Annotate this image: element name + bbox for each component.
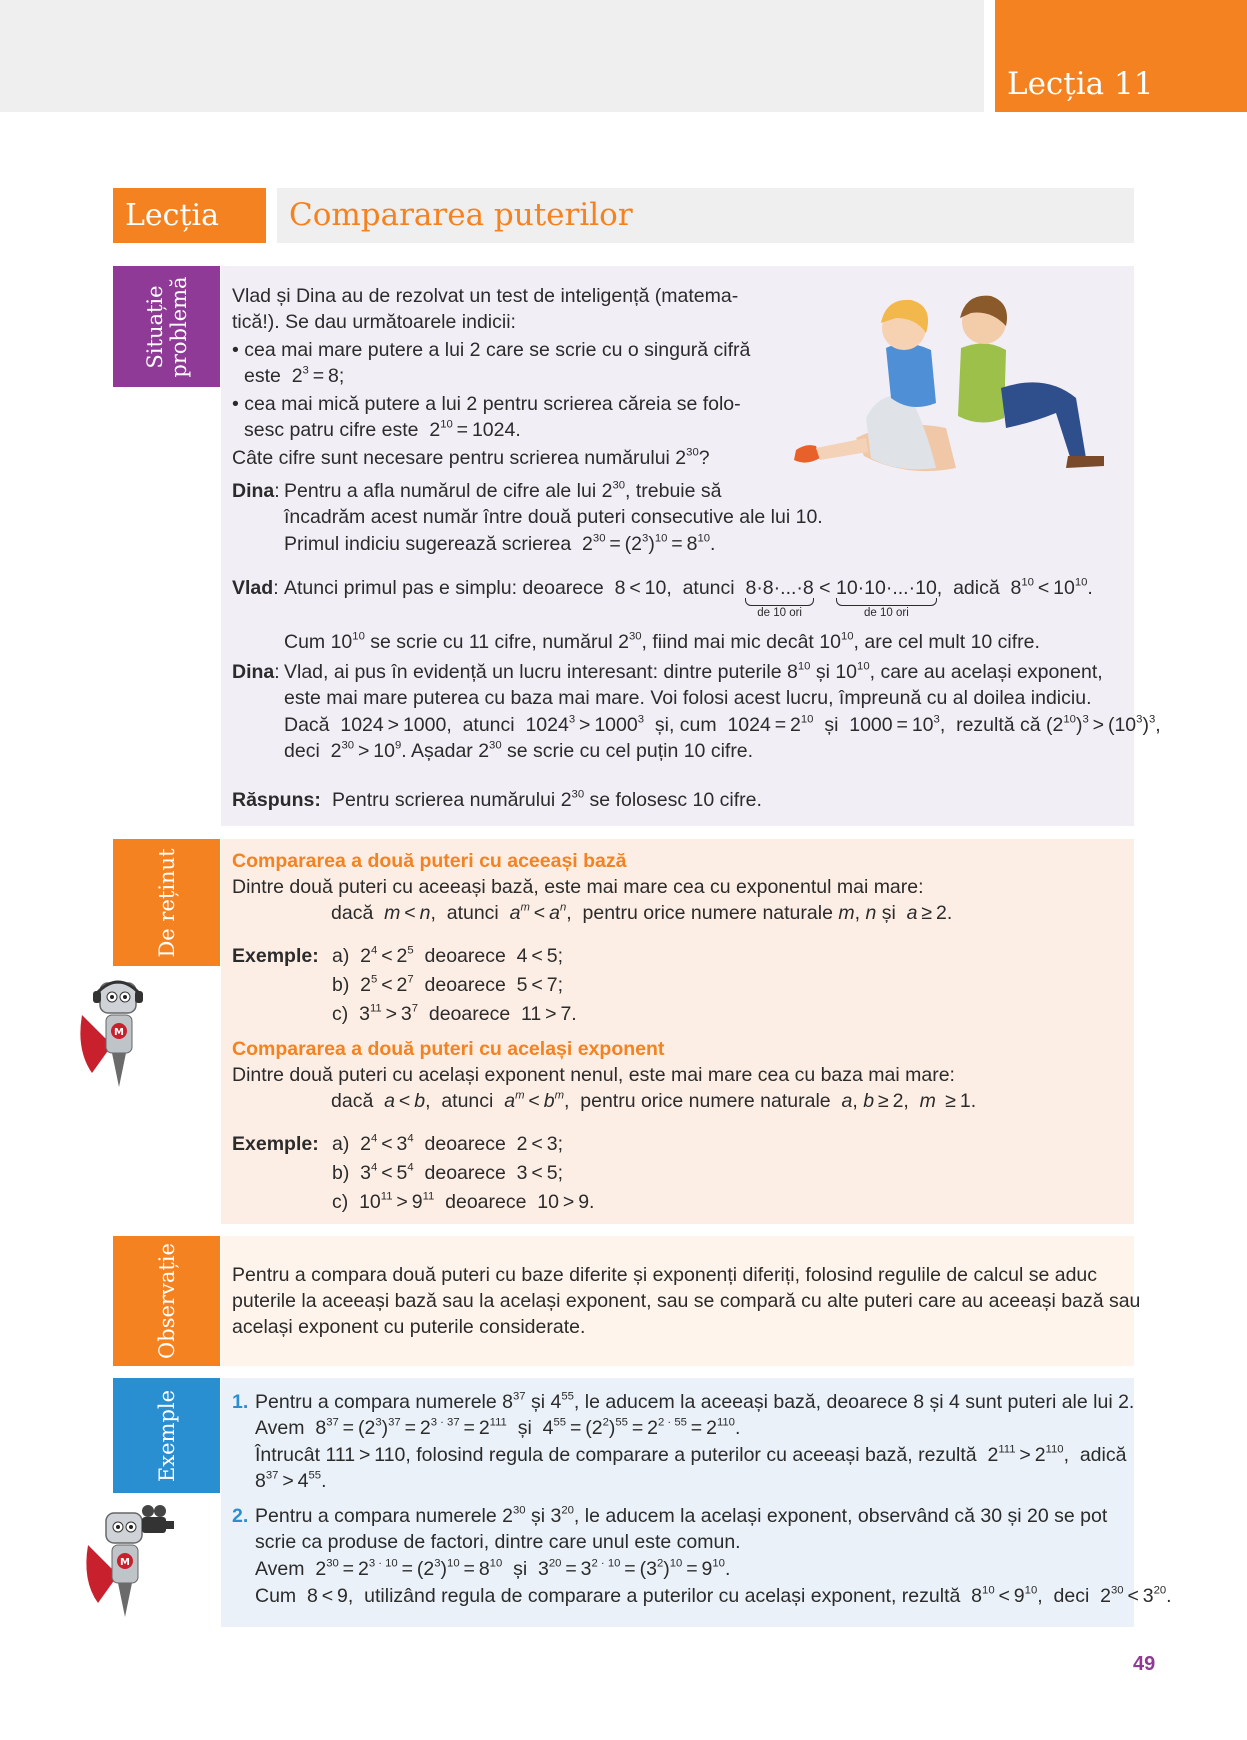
example-item: b) $3^4 < 5^4$ deoarece 3 < 5;	[332, 1161, 563, 1184]
example-item: a) $2^4 < 2^5$ deoarece 4 < 5;	[332, 944, 563, 967]
tab-observatie-label: Observație	[154, 1243, 179, 1359]
de-retinut-panel	[221, 839, 1134, 1224]
situatie-panel	[221, 266, 1161, 826]
lesson-title: Compararea puterilor	[289, 197, 633, 233]
example-line: Întrucât 111 > 110, folosind regula de comparare a puterilor cu aceeași bază, rezultă $2^{111} > 2^{110}$, adică	[255, 1443, 1127, 1466]
example-line: $8^{37} > 4^{55}$.	[255, 1469, 327, 1492]
page-number: 49	[1133, 1653, 1156, 1675]
vlad-label: Vlad:	[232, 577, 279, 599]
vlad-line: Cum $10^{10}$ se scrie cu 11 cifre, numărul $2^{30}$, fiind mai mic decât $10^{10}$, are cel mult 10 cifre.	[284, 630, 1040, 653]
example-item: a) $2^4 < 3^4$ deoarece 2 < 3;	[332, 1132, 563, 1155]
observatie-line: puterile la aceeași bază sau la același exponent, sau se compară cu alte puteri care au aceeași bază sau	[232, 1290, 1141, 1312]
boy-sweater	[958, 343, 1006, 422]
example-line: Avem $2^{30} = 2^{3 \cdot 10} = (2^3)^{10} = 8^{10}$ și $3^{20} = 3^{2 \cdot 10} = (3^2)^{10} = 9^{10}$.	[255, 1557, 731, 1580]
mascot-nib	[112, 1053, 126, 1087]
situatie-bullet: • cea mai mare putere a lui 2 care se scrie cu o singură cifră	[232, 339, 751, 361]
rule-text: Dintre două puteri cu același exponent nenul, este mai mare cea cu baza mai mare:	[232, 1064, 955, 1086]
situatie-line: tică!). Se dau următoarele indicii:	[232, 311, 516, 333]
situatie-question: Câte cifre sunt necesare pentru scrierea numărului $2^{30}$?	[232, 446, 710, 469]
observatie-line: Pentru a compara două puteri cu baze diferite și exponenți diferiți, folosind regulile de calcul se aduc	[232, 1264, 1098, 1286]
dina-line: este mai mare puterea cu baza mai mare. Voi folosi acest lucru, împreună cu al doilea indiciu.	[284, 687, 1092, 709]
tab-situatie-problema	[113, 266, 220, 387]
example-line: scrie ca produse de factori, dintre care unul este comun.	[255, 1531, 741, 1553]
product-of-10: 10·10·...·10 de 10 ori	[835, 577, 937, 619]
example-number: 2.	[232, 1505, 249, 1527]
mascot-nib	[118, 1583, 132, 1617]
dina-line: deci $2^{30} > 10^9$. Așadar $2^{30}$ se scrie cu cel puțin 10 cifre.	[284, 739, 754, 762]
mascot-camera-icon	[80, 1503, 180, 1621]
raspuns-label: Răspuns:	[232, 789, 321, 811]
mascot-headphones-icon	[72, 975, 157, 1093]
example-item: b) $2^5 < 2^7$ deoarece 5 < 7;	[332, 973, 563, 996]
vlad-line: Atunci primul pas e simplu: deoarece 8 < 10, atunci 8·8·...·8 de 10 ori < 10·10·...·10 de 10 ori , adică $8^{10} < 10^{10}$.	[284, 576, 1093, 619]
header-lesson-tab	[995, 0, 1247, 112]
svg-text:M: M	[120, 1557, 130, 1568]
tab-de-retinut-label: De reținut	[154, 847, 179, 958]
dina-line: Vlad, ai pus în evidență un lucru interesant: dintre puterile $8^{10}$ și $10^{10}$, care au același exponent,	[284, 660, 1103, 683]
dina-line: încadrăm acest număr între două puteri consecutive ale lui 10.	[284, 506, 823, 528]
dina-label: Dina:	[232, 661, 280, 683]
raspuns-text: Pentru scrierea numărului $2^{30}$ se folosesc 10 cifre.	[332, 788, 762, 811]
tab-observatie	[113, 1236, 220, 1366]
dina-line: Primul indiciu sugerează scrierea $2^{30} = (2^3)^{10} = 8^{10}$.	[284, 532, 716, 555]
situatie-bullet: • cea mai mică putere a lui 2 pentru scrierea căreia se folo-	[232, 393, 741, 415]
example-line: Avem $8^{37} = (2^3)^{37} = 2^{3 \cdot 37} = 2^{111}$ și $4^{55} = (2^2)^{55} = 2^{2 \cdot 55} = 2^{110}$.	[255, 1416, 741, 1439]
boy-shoe	[1066, 456, 1104, 468]
product-of-8: 8·8·...·8 de 10 ori	[745, 577, 814, 619]
observatie-panel	[221, 1236, 1141, 1366]
situatie-bullet-cont: este $2^3 = 8$;	[244, 364, 345, 387]
rule-heading: Compararea a două puteri cu același exponent	[232, 1038, 665, 1060]
situatie-line: Vlad și Dina au de rezolvat un test de inteligență (matema-	[232, 285, 739, 307]
boy-jeans	[1001, 382, 1086, 460]
rule-heading: Compararea a două puteri cu aceeași bază	[232, 850, 627, 872]
lesson-title-bar	[277, 188, 1134, 243]
example-item: c) $10^{11} > 9^{11}$ deoarece 10 > 9.	[332, 1190, 595, 1213]
header-lesson-label: Lecția 11	[1007, 66, 1154, 102]
tab-situatie-label: Situație problemă	[142, 275, 191, 378]
dina-line: Dacă 1024 > 1000, atunci $1024^3 > 1000^3$ și, cum $1024 = 2^{10}$ și $1000 = 10^3$, rezultă că $(2^{10})^3 > (10^3)^3$,	[284, 713, 1161, 736]
girl-leg	[816, 438, 868, 460]
camera-body	[142, 1517, 166, 1533]
header-bar	[0, 0, 984, 112]
girl-shirt	[886, 343, 936, 407]
kids-illustration	[786, 288, 1131, 488]
situatie-bullet-cont: sesc patru cifre este $2^{10} = 1024$.	[244, 418, 521, 441]
tab-exemple-label: Exemple	[154, 1389, 179, 1482]
tab-de-retinut	[113, 839, 220, 966]
example-item: c) $3^{11} > 3^7$ deoarece 11 > 7.	[332, 1002, 577, 1025]
exemple-label: Exemple:	[232, 1133, 319, 1155]
exemple-panel	[221, 1378, 1172, 1627]
rule-text: Dintre două puteri cu aceeași bază, este mai mare cea cu exponentul mai mare:	[232, 876, 924, 898]
tab-exemple	[113, 1378, 220, 1493]
mascot-head	[106, 1513, 142, 1543]
rule-formula: dacă a < b, atunci $a^m < b^m$, pentru orice numere naturale a, b ≥ 2, m ≥ 1.	[331, 1089, 977, 1112]
example-line: Cum 8 < 9, utilizând regula de comparare a puterilor cu același exponent, rezultă $8^{10} < 9^{10}$, deci $2^{30} < 3^{20}$.	[255, 1584, 1172, 1607]
rule-formula: dacă m < n, atunci $a^m < a^n$, pentru orice numere naturale m, n și a ≥ 2.	[331, 901, 953, 924]
observatie-line: același exponent cu puterile considerate.	[232, 1316, 586, 1338]
exemple-label: Exemple:	[232, 945, 319, 967]
example-line: Pentru a compara numerele $2^{30}$ și $3^{20}$, le aducem la același exponent, observând că 30 și 20 se pot	[255, 1504, 1108, 1527]
svg-text:M: M	[114, 1027, 124, 1038]
girl-shoe	[794, 445, 820, 462]
lesson-label: Lecția	[113, 188, 266, 243]
example-line: Pentru a compara numerele $8^{37}$ și $4^{55}$, le aducem la aceeași bază, deoarece 8 și 4 sunt puteri ale lui 2.	[255, 1390, 1135, 1413]
dina-label: Dina:	[232, 480, 280, 502]
dina-line: Pentru a afla numărul de cifre ale lui $2^{30}$, trebuie să	[284, 479, 722, 502]
example-number: 1.	[232, 1391, 249, 1413]
